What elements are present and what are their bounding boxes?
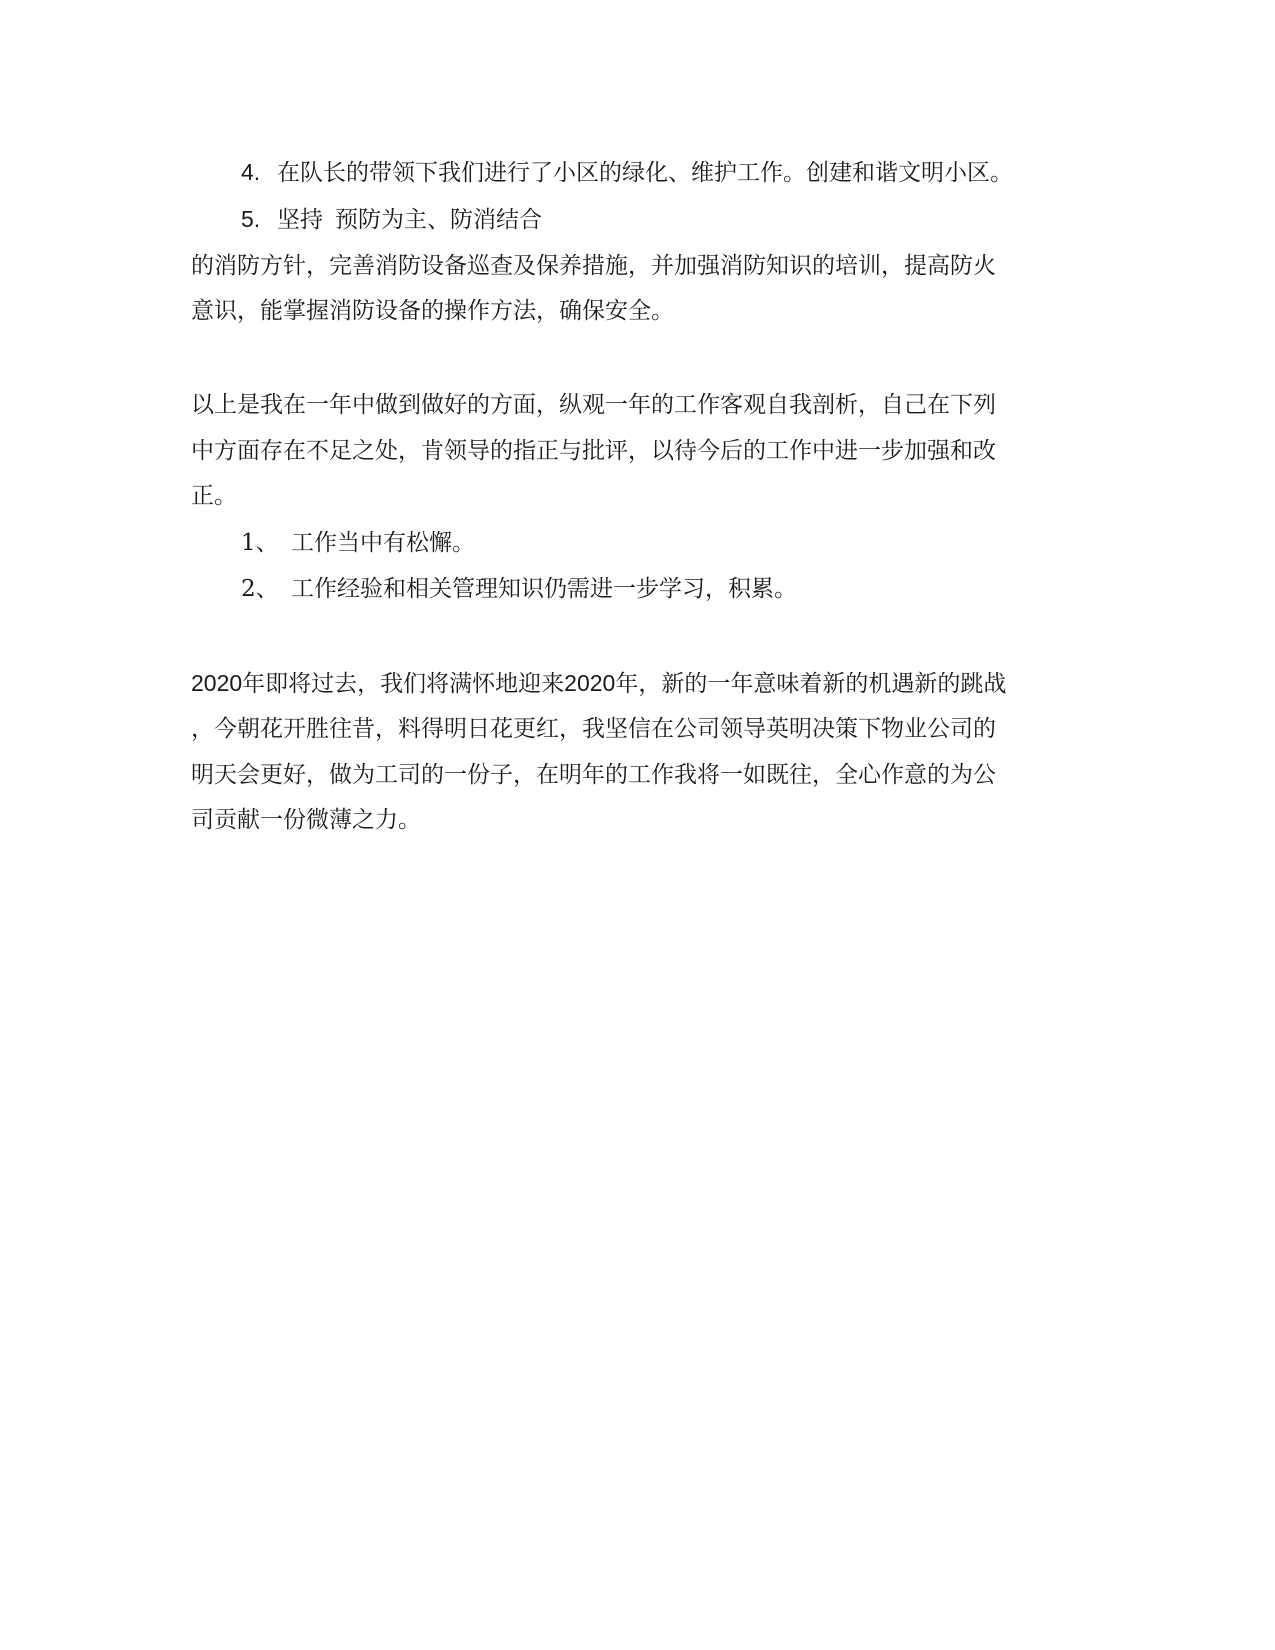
list-item-text: 工作经验和相关管理知识仍需进一步学习，积累。: [291, 576, 797, 602]
list-number: 1、: [241, 530, 279, 556]
paragraph-line: 的消防方针，完善消防设备巡查及保养措施，并加强消防知识的培训，提高防火: [191, 253, 996, 279]
list-number: 2、: [241, 576, 279, 602]
list-item-4: [241, 157, 1121, 188]
paragraph-line: 以上是我在一年中做到做好的方面，纵观一年的工作客观自我剖析，自己在下列: [191, 392, 996, 418]
list-item-text: 在队长的带领下我们进行了小区的绿化、维护工作。创建和谐文明小区。: [277, 160, 1013, 186]
paragraph-line: 意识，能掌握消防设备的操作方法，确保安全。: [191, 298, 674, 324]
paragraph-line: 明天会更好，做为工司的一份子，在明年的工作我将一如既往，全心作意的为公: [191, 762, 996, 788]
paragraph-text: 年，新的一年意味着新的机遇新的跳战: [615, 671, 1007, 697]
list-item-text: 工作当中有松懈。: [291, 530, 475, 556]
paragraph-line: 司贡献一份微薄之力。: [191, 807, 421, 833]
list-item-5: [241, 204, 1121, 235]
paragraph-line: [191, 668, 1071, 699]
list-item-text-part2: 预防为主、防消结合: [335, 207, 542, 233]
list-number: 5.: [241, 206, 261, 232]
year-text: 2020: [564, 670, 616, 696]
list-item-1: [241, 528, 1121, 558]
paragraph-line: 正。: [191, 483, 237, 509]
list-item-2: [241, 574, 1121, 604]
paragraph-text: 年即将过去，我们将满怀地迎来: [242, 671, 565, 697]
paragraph-line: 中方面存在不足之处，肯领导的指正与批评，以待今后的工作中进一步加强和改: [191, 438, 996, 464]
year-text: 2020: [191, 670, 243, 696]
list-item-text-part1: 坚持: [277, 207, 323, 233]
list-number: 4.: [241, 159, 261, 185]
paragraph-line: ，今朝花开胜往昔，料得明日花更红，我坚信在公司领导英明决策下物业公司的: [191, 716, 996, 742]
